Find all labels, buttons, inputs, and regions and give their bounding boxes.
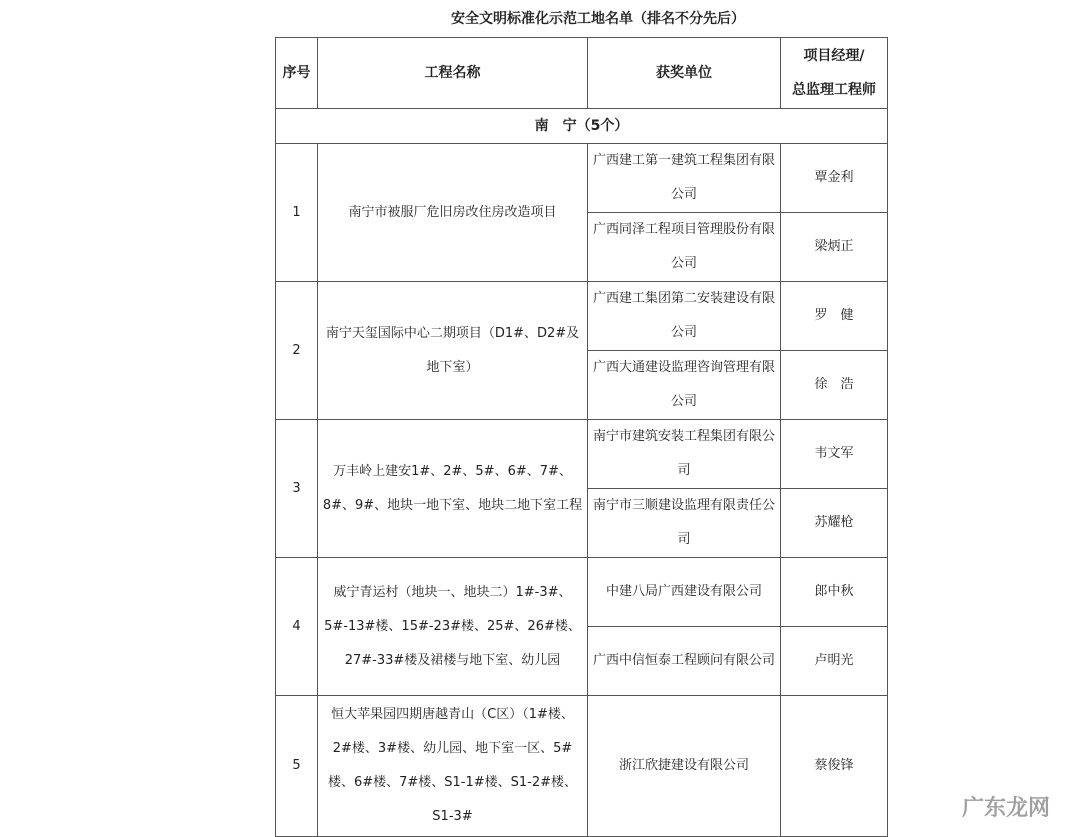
row-project: 万丰岭上建安1#、2#、5#、6#、7#、8#、9#、地块一地下室、地块二地下室工程 <box>318 420 588 558</box>
row-manager: 郎中秋 <box>781 558 888 627</box>
table-row <box>276 282 888 351</box>
row-no: 2 <box>276 282 318 420</box>
header-no: 序号 <box>276 38 318 109</box>
table-row <box>276 558 888 627</box>
watermark-logo: 广东龙网 <box>961 796 1050 821</box>
row-unit: 南宁市三顺建设监理有限责任公司 <box>588 489 781 558</box>
table-row <box>276 420 888 489</box>
header-project: 工程名称 <box>318 38 588 109</box>
row-unit: 广西建工集团第二安装建设有限公司 <box>588 282 781 351</box>
row-manager: 覃金利 <box>781 144 888 213</box>
header-unit: 获奖单位 <box>588 38 781 109</box>
row-unit: 中建八局广西建设有限公司 <box>588 558 781 627</box>
row-manager: 徐 浩 <box>781 351 888 420</box>
region-row: 南 宁（5个） <box>276 109 888 144</box>
row-manager: 蔡俊锋 <box>781 696 888 837</box>
header-manager-line2: 总监理工程师 <box>792 82 876 98</box>
row-no: 1 <box>276 144 318 282</box>
header-row <box>276 38 888 109</box>
row-no: 4 <box>276 558 318 696</box>
table-row <box>276 144 888 213</box>
row-unit: 南宁市建筑安装工程集团有限公司 <box>588 420 781 489</box>
row-no: 3 <box>276 420 318 558</box>
document-title: 安全文明标准化示范工地名单（排名不分先后） <box>451 11 745 27</box>
header-manager-line1: 项目经理/ <box>803 48 865 64</box>
row-no: 5 <box>276 696 318 837</box>
row-project: 恒大苹果园四期唐越青山（C区）（1#楼、2#楼、3#楼、幼儿园、地下室一区、5#楼、6#楼、7#楼、S1-1#楼、S1-2#楼、S1-3# <box>318 696 588 837</box>
row-project: 南宁市被服厂危旧房改住房改造项目 <box>318 144 588 282</box>
row-manager: 卢明光 <box>781 627 888 696</box>
award-table <box>275 37 888 837</box>
row-unit: 浙江欣捷建设有限公司 <box>588 696 781 837</box>
header-manager <box>781 38 888 109</box>
row-unit: 广西大通建设监理咨询管理有限公司 <box>588 351 781 420</box>
row-manager: 苏耀枪 <box>781 489 888 558</box>
table-row <box>276 696 888 837</box>
row-unit: 广西中信恒泰工程顾问有限公司 <box>588 627 781 696</box>
row-manager: 罗 健 <box>781 282 888 351</box>
row-manager: 韦文军 <box>781 420 888 489</box>
row-project: 南宁天玺国际中心二期项目（D1#、D2#及地下室） <box>318 282 588 420</box>
row-unit: 广西建工第一建筑工程集团有限公司 <box>588 144 781 213</box>
row-unit: 广西同泽工程项目管理股份有限公司 <box>588 213 781 282</box>
row-project: 威宁青运村（地块一、地块二）1#-3#、5#-13#楼、15#-23#楼、25#、26#楼、27#-33#楼及裙楼与地下室、幼儿园 <box>318 558 588 696</box>
row-manager: 梁炳正 <box>781 213 888 282</box>
